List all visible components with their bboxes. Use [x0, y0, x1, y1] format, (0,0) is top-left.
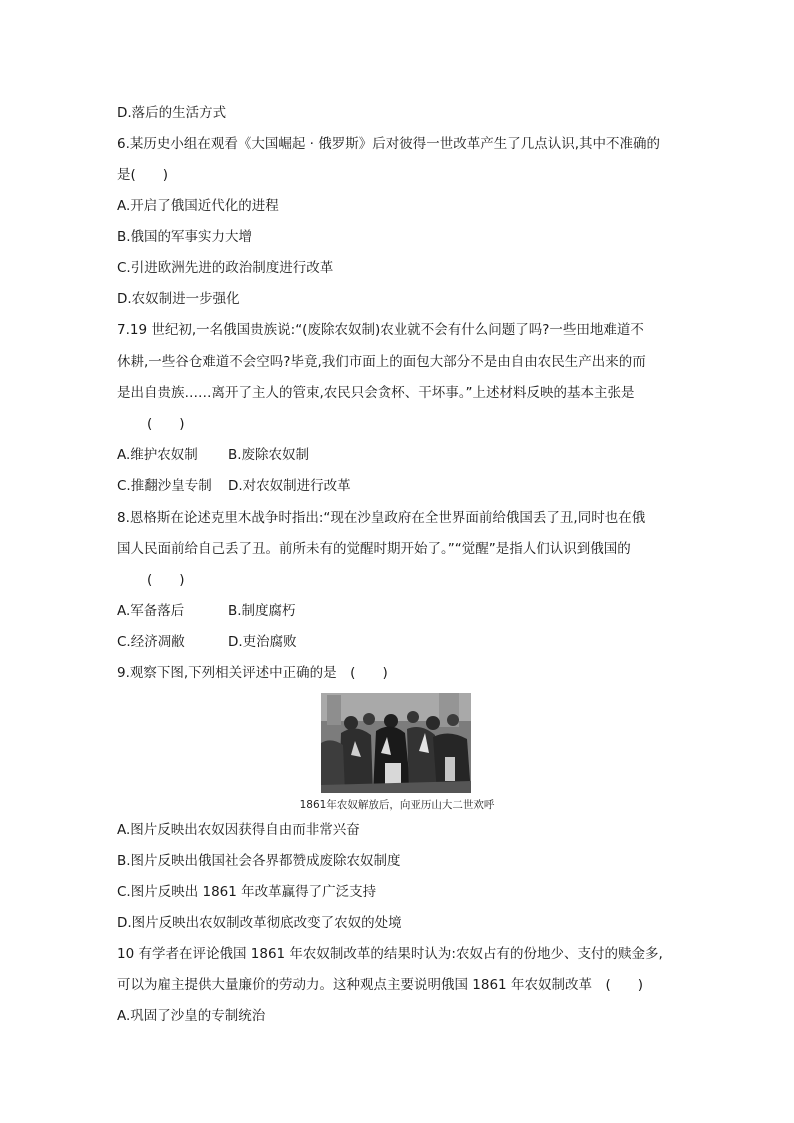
- q10-stem-line-2: 可以为雇主提供大量廉价的劳动力。这种观点主要说明俄国 1861 年农奴制改革 ( ): [117, 977, 643, 993]
- q6-option-b: B.俄国的军事实力大增: [117, 229, 253, 245]
- q8-option-a: A.军备落后: [117, 603, 185, 619]
- q6-stem-line-2: 是( ): [117, 167, 169, 183]
- q6-stem-line-1: 6.某历史小组在观看《大国崛起 · 俄罗斯》后对彼得一世改革产生了几点认识,其中不准确的: [117, 136, 661, 152]
- q7-stem-line-2: 休耕,一些谷仓难道不会空吗?毕竟,我们市面上的面包大部分不是由自由农民生产出来的而: [117, 354, 646, 370]
- q8-option-c: C.经济凋敝: [117, 634, 185, 650]
- q8-answer-bracket: ( ): [147, 572, 185, 588]
- q8-stem-line-2: 国人民面前给自己丢了丑。前所未有的觉醒时期开始了。”“觉醒”是指人们认识到俄国的: [117, 541, 631, 557]
- historical-engraving-image: [321, 693, 471, 793]
- q9-option-c: C.图片反映出 1861 年改革赢得了广泛支持: [117, 884, 377, 900]
- q7-options-row-1: [117, 445, 309, 465]
- q7-stem-line-1: 7.19 世纪初,一名俄国贵族说:“(废除农奴制)农业就不会有什么问题了吗?一些田地难道不: [117, 322, 644, 338]
- q8-option-d: D.吏治腐败: [228, 634, 297, 650]
- q5-option-d: D.落后的生活方式: [117, 105, 227, 121]
- q7-option-d: D.对农奴制进行改革: [228, 478, 351, 494]
- q7-answer-bracket: ( ): [147, 416, 185, 432]
- q6-option-d: D.农奴制进一步强化: [117, 291, 240, 307]
- q6-option-c: C.引进欧洲先进的政治制度进行改革: [117, 260, 334, 276]
- q6-option-a: A.开启了俄国近代化的进程: [117, 198, 279, 214]
- q9-option-d: D.图片反映出农奴制改革彻底改变了农奴的处境: [117, 915, 402, 931]
- q9-stem: 9.观察下图,下列相关评述中正确的是 ( ): [117, 665, 388, 681]
- q10-option-a: A.巩固了沙皇的专制统治: [117, 1008, 266, 1024]
- q7-option-c: C.推翻沙皇专制: [117, 478, 212, 494]
- q8-options-row-1: [117, 601, 296, 621]
- q8-option-b: B.制度腐朽: [228, 603, 296, 619]
- q10-stem-line-1: 10 有学者在评论俄国 1861 年农奴制改革的结果时认为:农奴占有的份地少、支付的赎金多,: [117, 946, 663, 962]
- q7-stem-line-3: 是出自贵族……离开了主人的管束,农民只会贪杯、干坏事。”上述材料反映的基本主张是: [117, 385, 635, 401]
- q7-options-row-2: [117, 476, 351, 496]
- engraving-illustration: [321, 693, 471, 793]
- q9-option-a: A.图片反映出农奴因获得自由而非常兴奋: [117, 822, 360, 838]
- q8-options-row-2: [117, 632, 297, 652]
- q7-option-b: B.废除农奴制: [228, 447, 310, 463]
- figure-caption: 1861年农奴解放后，向亚历山大二世欢呼: [299, 799, 495, 811]
- q8-stem-line-1: 8.恩格斯在论述克里木战争时指出:“现在沙皇政府在全世界面前给俄国丢了丑,同时也在俄: [117, 510, 646, 526]
- q7-option-a: A.维护农奴制: [117, 447, 198, 463]
- q9-option-b: B.图片反映出俄国社会各界都赞成废除农奴制度: [117, 853, 401, 869]
